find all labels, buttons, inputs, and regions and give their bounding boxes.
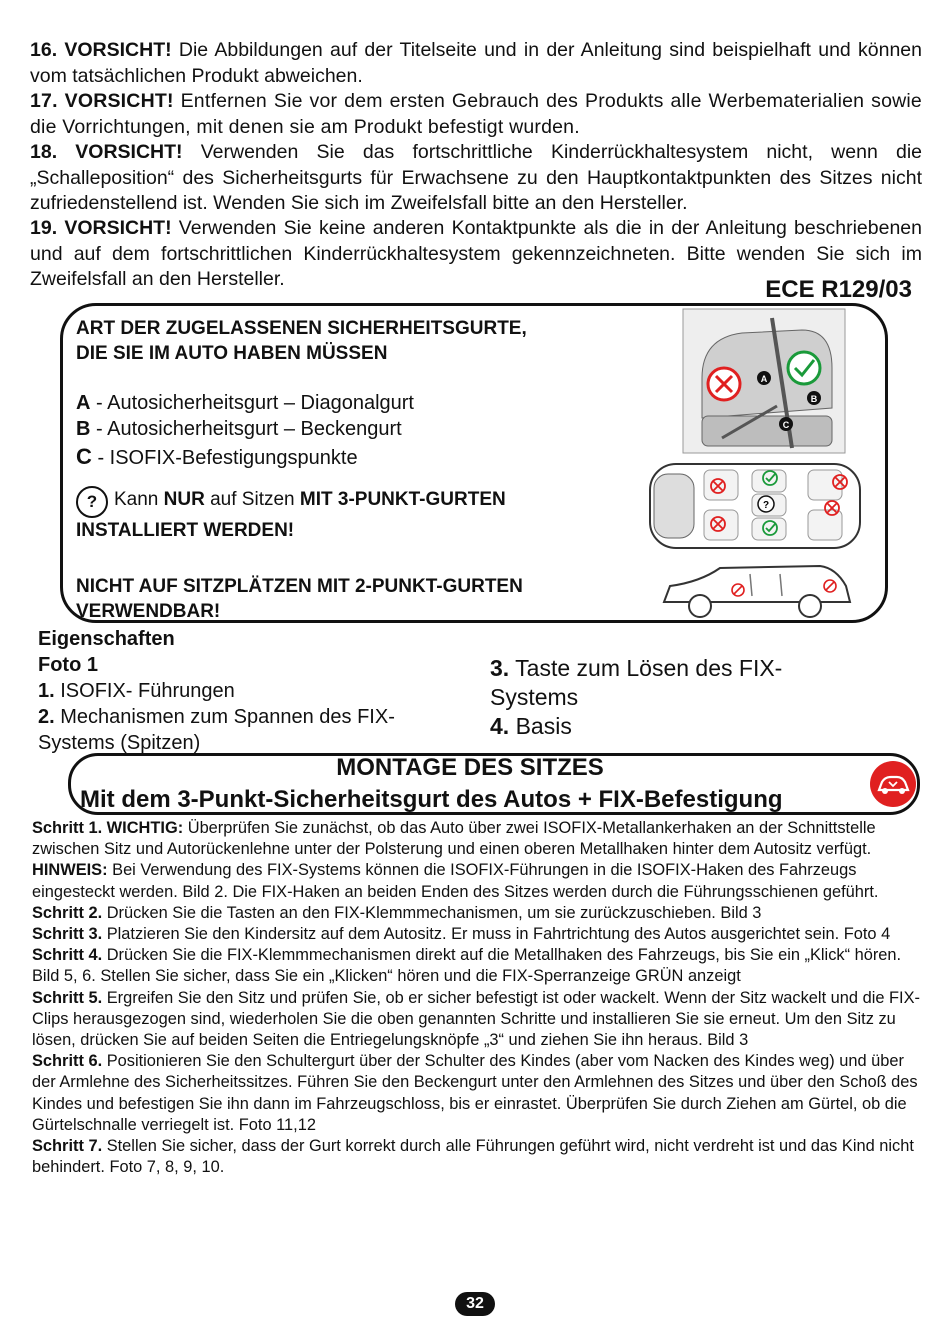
legend-item-c: C - ISOFIX-Befestigungspunkte: [76, 444, 358, 469]
step-5: Schritt 5. Ergreifen Sie den Sitz und prüfen Sie, ob er sicher befestigt ist oder wackelt. Wenn der Sitz wackelt und die FIX-Clips herausgezogen sind, wiederholen Sie die oben genannten Schritte und installieren Sie sie erneut. Um den Sitz zu lösen, drücken Sie auf beiden Seiten die Entriegelungsknöpfe „3“ und ziehen Sie ihn heraus. Bild 3: [32, 988, 920, 1050]
legend-item-a: A - Autosicherheitsgurt – Diagonalgurt: [76, 392, 414, 414]
step-1: Schritt 1. WICHTIG: Überprüfen Sie zunächst, ob das Auto über zwei ISOFIX-Metallankerhaken an der Schnittstelle zwischen Sitz und Autorückenlehne unter der Polsterung und einen oberen Metallhaken hinter dem Autositz verfügt.: [32, 819, 876, 859]
page-number: 32: [455, 1292, 495, 1316]
step-7: Schritt 7. Stellen Sie sicher, dass der Gurt korrekt durch alle Führungen geführt wird, nicht verdreht ist und das Kind nicht behindert. Foto 7, 8, 9, 10.: [32, 1137, 914, 1177]
ece-standard-label: ECE R129/03: [765, 276, 912, 303]
montage-subtitle: Mit dem 3-Punkt-Sicherheitsgurt des Autos + FIX-Befestigung: [80, 786, 783, 813]
cross-icon: [708, 368, 740, 400]
label-b: B: [810, 394, 818, 404]
two-point-warning: NICHT AUF SITZPLÄTZEN MIT 2-PUNKT-GURTEN VERWENDBAR!: [76, 576, 523, 622]
van-top-view-illustration: [648, 460, 864, 552]
step-3: Schritt 3. Platzieren Sie den Kindersitz auf dem Autositz. Er muss in Fahrtrichtung des Autos ausgerichtet sein. Foto 4: [32, 925, 891, 944]
car-seat-illustration: [682, 308, 846, 454]
montage-title: MONTAGE DES SITZES: [336, 754, 604, 781]
step-4: Schritt 4. Drücken Sie die FIX-Klemmmechanismen direkt auf die Metallhaken des Fahrzeugs, bis Sie ein „Klick“ hören. Bild 5, 6. Stellen Sie sicher, dass Sie ein „Klicken“ hören und die FIX-Sperranzeige GRÜN anzeigt: [32, 946, 902, 986]
installation-steps: [32, 818, 922, 1178]
label-c: C: [782, 420, 790, 430]
feature-item-4: 4. Basis: [490, 713, 572, 739]
check-icon: [788, 352, 820, 384]
legend-item-b: B - Autosicherheitsgurt – Beckengurt: [76, 418, 402, 440]
question-icon: ?: [762, 500, 770, 511]
feature-item-3: 3. Taste zum Lösen des FIX-: [490, 655, 783, 681]
car-icon: [869, 760, 917, 808]
feature-item-2: 2. Mechanismen zum Spannen des FIX-: [38, 706, 395, 728]
warning-19: 19. VORSICHT! Verwenden Sie keine anderen Kontaktpunkte als die in der Anleitung beschriebenen und auf dem fortschrittlichen Kinderrückhaltesystem gekennzeichneten. Bitte wenden Sie sich im Zweifelsfall an den Hersteller.: [30, 217, 922, 290]
step-2: Schritt 2. Drücken Sie die Tasten an den FIX-Klemmmechanismen, um sie zurückzuschieben. Bild 3: [32, 903, 762, 922]
features-right: [490, 654, 782, 741]
warning-17: 17. VORSICHT! Entfernen Sie vor dem ersten Gebrauch des Produkts alle Werbematerialien sowie die Vorrichtungen, mit denen sie am Produkt befestigt wurden.: [30, 90, 922, 138]
feature-item-2-cont: Systems (Spitzen): [38, 732, 201, 754]
belt-box-title: ART DER ZUGELASSENEN SICHERHEITSGURTE, DIE SIE IM AUTO HABEN MÜSSEN: [76, 318, 527, 364]
question-icon: ?: [76, 486, 108, 518]
warning-18: 18. VORSICHT! Verwenden Sie das fortschrittliche Kinderrückhaltesystem nicht, wenn die „Schalleposition“ des Sicherheitsgurts für Erwachsene zu den Hauptkontaktpunkten des Sitzes nicht zufriedenstellend ist. Wenden Sie sich im Zweifelsfall bitte an den Hersteller.: [30, 141, 922, 214]
label-a: A: [760, 374, 768, 384]
step-6: Schritt 6. Positionieren Sie den Schultergurt über der Schulter des Kindes (aber vom Nacken des Kindes weg) und über der Armlehne des Sicherheitssitzes. Führen Sie den Beckengurt unter den Armlehnen des Sitzes und über den Schoß des Kindes und befestigen Sie ihn dann im Fahrzeugschloss, bis er einrastet. Überprüfen Sie durch Ziehen am Gürtel, ob die Gürtelschnalle verriegelt ist. Foto 11,12: [32, 1052, 918, 1134]
features-section: Eigenschaften Foto 1 1. ISOFIX- Führungen 2. Mechanismen zum Spannen des FIX- Systems (Spitzen): [38, 628, 395, 754]
step-note: HINWEIS: Bei Verwendung des FIX-Systems können die ISOFIX-Führungen in die ISOFIX-Haken des Fahrzeugs eingesteckt werden. Bild 2. Die FIX-Haken an beiden Enden des Sitzes werden durch die Führungsschienen geführt.: [32, 861, 879, 901]
three-point-note: ? Kann NUR auf Sitzen MIT 3-PUNKT-GURTEN INSTALLIERT WERDEN!: [76, 486, 506, 543]
feature-item-1: 1. ISOFIX- Führungen: [38, 680, 235, 702]
warning-16: 16. VORSICHT! Die Abbildungen auf der Titelseite und in der Anleitung sind beispielhaft und können vom tatsächlichen Produkt abweichen.: [30, 39, 922, 87]
car-side-view-illustration: [660, 556, 856, 622]
feature-item-3-cont: Systems: [490, 684, 579, 710]
